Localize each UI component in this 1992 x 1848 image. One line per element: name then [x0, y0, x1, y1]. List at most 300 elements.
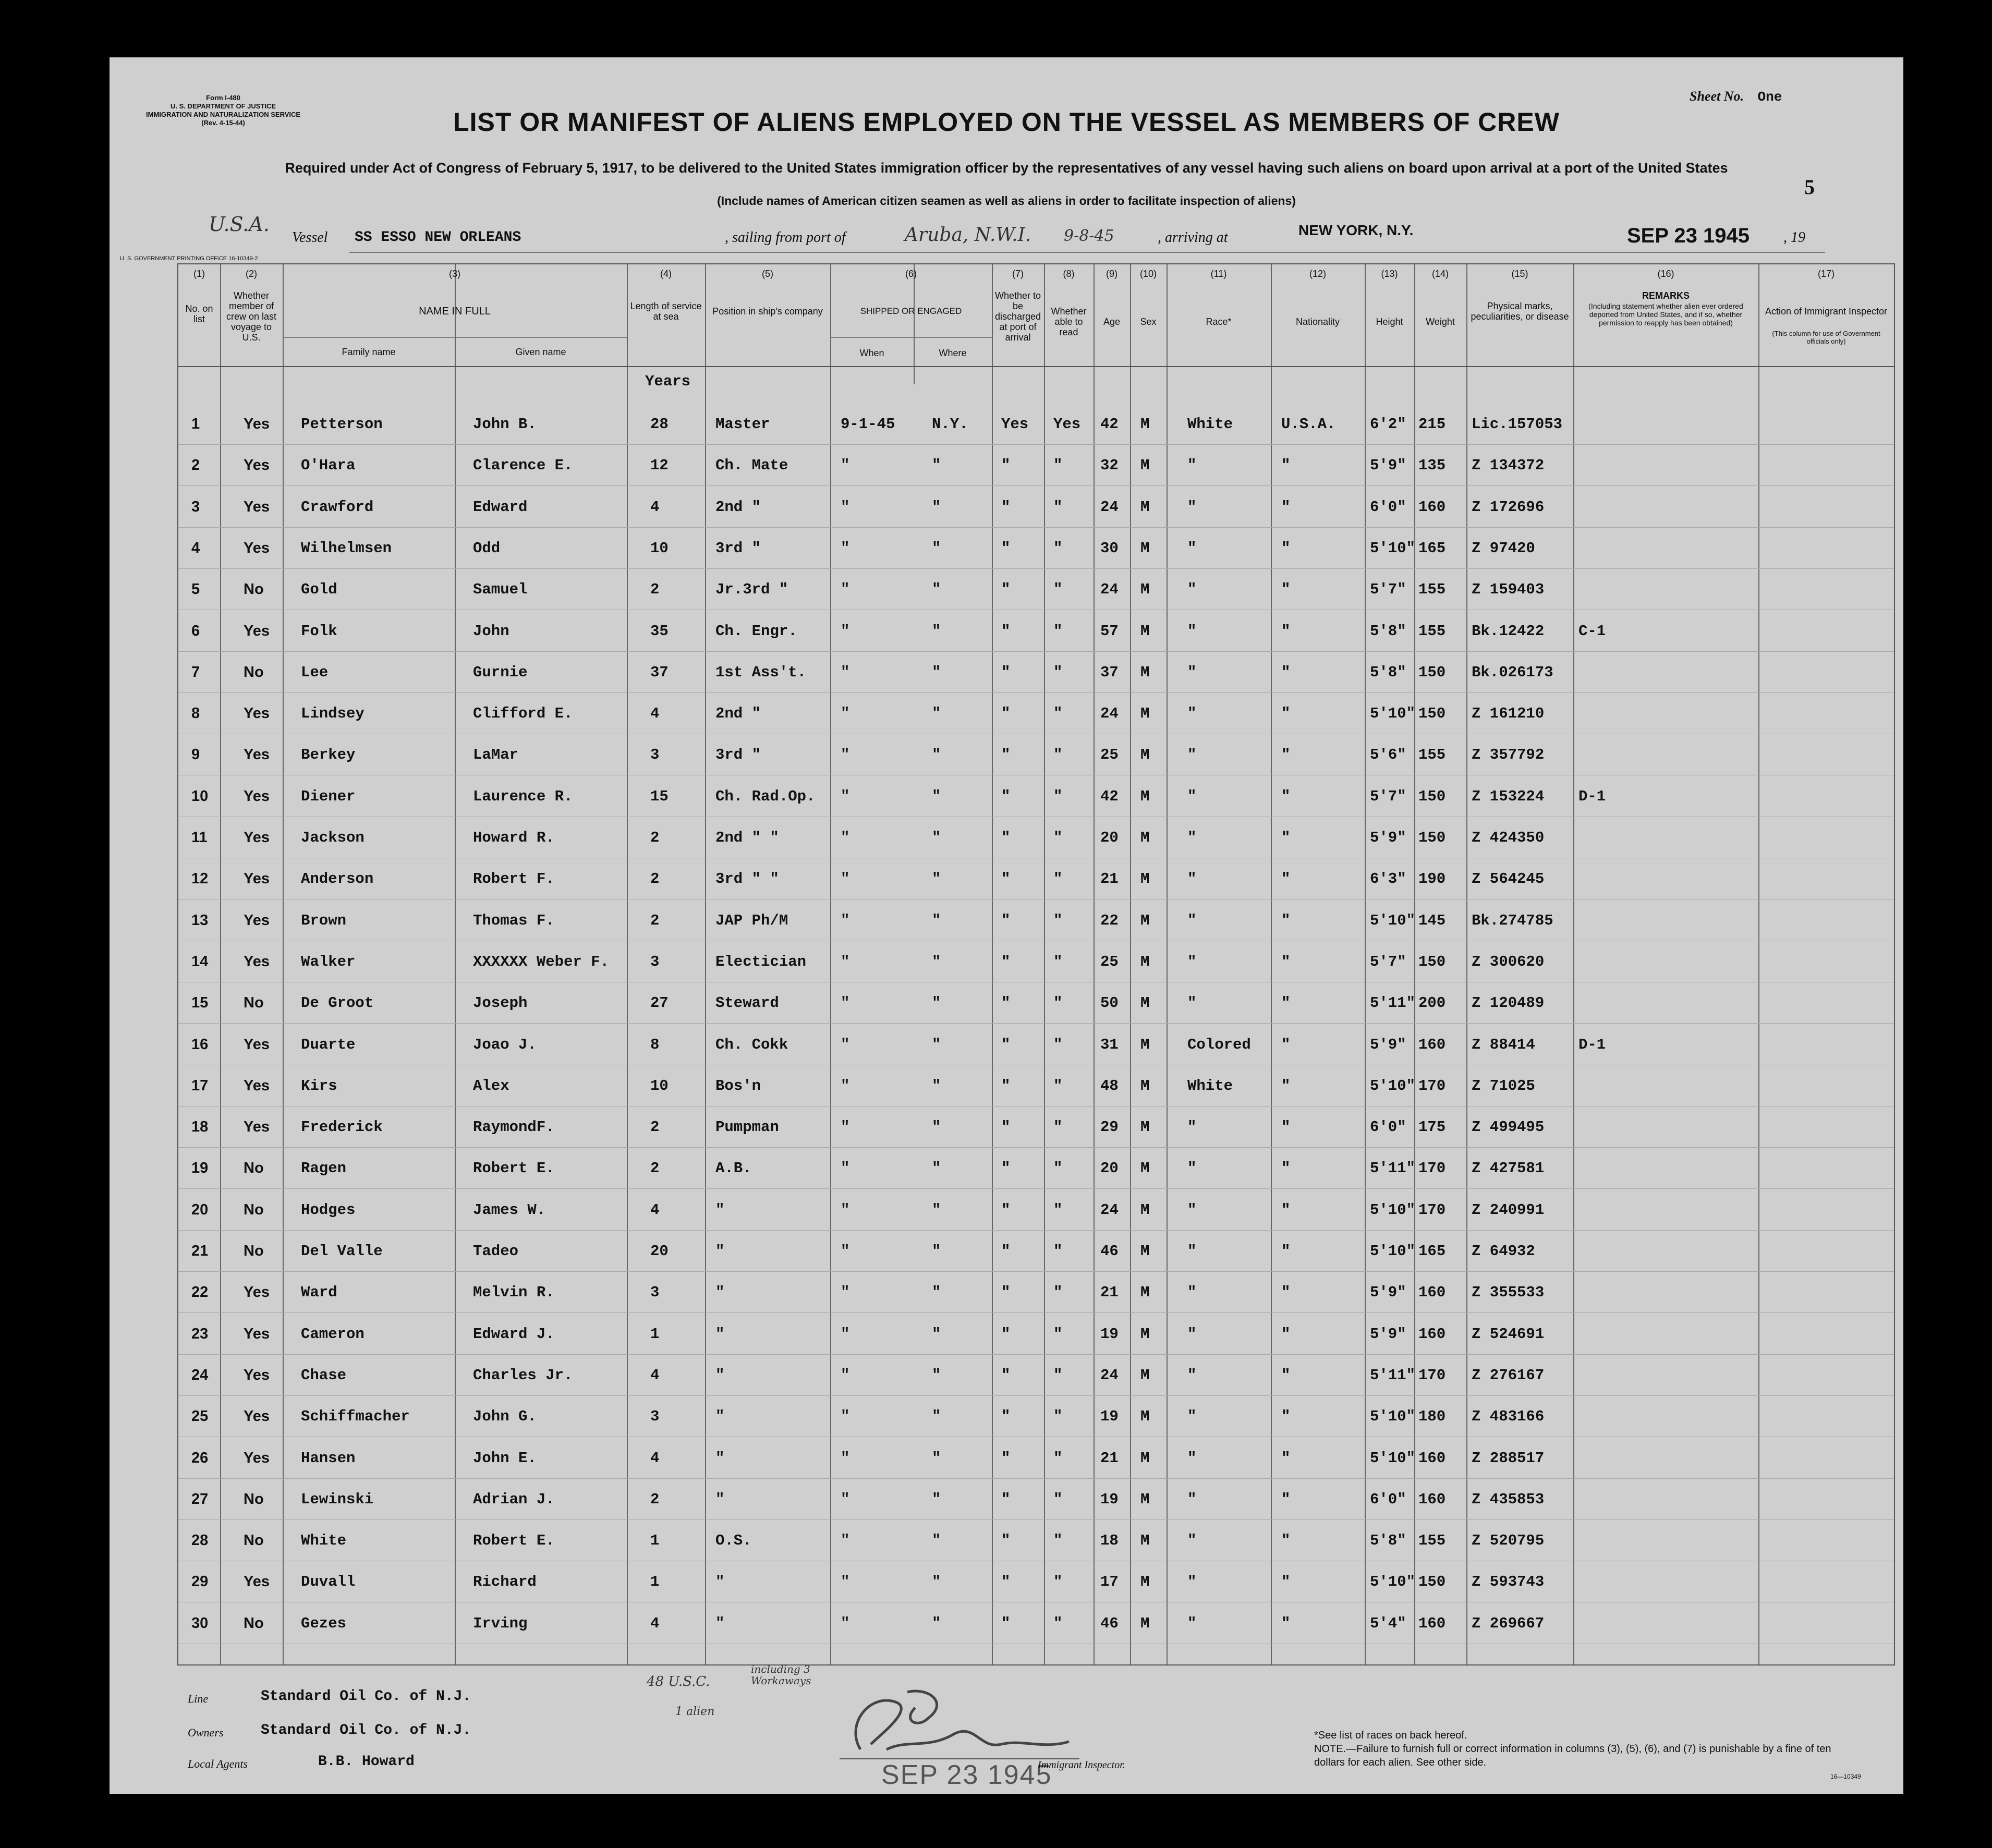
age-cell: 31: [1100, 1036, 1119, 1053]
position-cell: Steward: [715, 994, 779, 1012]
age-cell: 57: [1100, 622, 1119, 640]
race-cell: ": [1187, 1118, 1197, 1136]
position-cell: Ch. Engr.: [715, 622, 797, 640]
sex-cell: M: [1140, 787, 1150, 805]
height-cell: 5'10": [1370, 1201, 1416, 1219]
nationality-cell: ": [1281, 581, 1291, 599]
service-years-cell: 20: [650, 1243, 669, 1260]
weight-cell: 155: [1418, 746, 1446, 764]
given-name-cell: Thomas F.: [473, 911, 555, 929]
nationality-cell: ": [1281, 870, 1291, 888]
last-voyage-cell: Yes: [244, 829, 270, 846]
service-years-cell: 8: [650, 1036, 660, 1053]
service-years-cell: 27: [650, 994, 669, 1012]
nationality-cell: ": [1281, 1160, 1291, 1177]
height-cell: 5'6": [1370, 746, 1406, 764]
footnotes: [1314, 1729, 1846, 1769]
sex-cell: M: [1140, 457, 1150, 475]
race-cell: ": [1187, 1160, 1197, 1177]
row-number: 22: [191, 1284, 209, 1301]
given-name-cell: Joseph: [473, 994, 528, 1012]
age-cell: 46: [1100, 1243, 1119, 1260]
family-name-cell: Ward: [301, 1284, 337, 1302]
last-voyage-cell: Yes: [244, 1118, 270, 1136]
sex-cell: M: [1140, 663, 1150, 681]
given-name-cell: Robert F.: [473, 870, 555, 888]
physical-marks-cell: Z 427581: [1472, 1160, 1545, 1177]
nationality-cell: ": [1281, 829, 1291, 846]
last-voyage-cell: Yes: [244, 1036, 270, 1053]
race-cell: ": [1187, 994, 1197, 1012]
shipped-when-cell: ": [841, 1243, 850, 1260]
shipped-where-cell: ": [932, 539, 941, 557]
race-cell: ": [1187, 870, 1197, 888]
shipped-when-cell: ": [841, 1366, 850, 1384]
last-voyage-cell: Yes: [244, 746, 270, 763]
weight-cell: 150: [1418, 1573, 1446, 1591]
crew-manifest-table: [177, 263, 1895, 1665]
row-number: 21: [191, 1243, 209, 1259]
able-to-read-cell: ": [1053, 705, 1063, 723]
form-code: 16—10349: [1830, 1773, 1861, 1780]
given-name-cell: Laurence R.: [473, 787, 573, 805]
able-to-read-cell: ": [1053, 1284, 1063, 1302]
family-name-cell: Hodges: [301, 1201, 356, 1219]
position-cell: 2nd " ": [715, 829, 779, 846]
form-number: Form I-480: [206, 94, 240, 102]
col-num: (16): [1657, 269, 1674, 279]
row-number: 29: [191, 1573, 209, 1590]
handwritten-note: 1 alien: [675, 1705, 715, 1718]
position-cell: Jr.3rd ": [715, 581, 788, 599]
shipped-where-cell: ": [932, 746, 941, 764]
header-discharged: Whether to be discharged at port of arrival: [994, 290, 1041, 343]
discharged-cell: ": [1001, 457, 1011, 475]
height-cell: 6'2": [1370, 416, 1406, 433]
able-to-read-cell: ": [1053, 870, 1063, 888]
discharged-cell: ": [1001, 705, 1011, 723]
physical-marks-cell: Bk.12422: [1472, 622, 1545, 640]
shipped-when-cell: ": [841, 1284, 850, 1302]
given-name-cell: Adrian J.: [473, 1490, 555, 1508]
race-footnote: *See list of races on back hereof.: [1314, 1730, 1467, 1741]
nationality-cell: ": [1281, 1201, 1291, 1219]
shipped-when-cell: ": [841, 1325, 850, 1343]
nationality-cell: ": [1281, 911, 1291, 929]
position-cell: Pumpman: [715, 1118, 779, 1136]
given-name-cell: Charles Jr.: [473, 1366, 573, 1384]
header-physical-marks: Physical marks, peculiarities, or disease: [1471, 301, 1569, 322]
physical-marks-cell: Z 424350: [1472, 829, 1545, 846]
able-to-read-cell: ": [1053, 1614, 1063, 1632]
sex-cell: M: [1140, 1077, 1150, 1095]
discharged-cell: ": [1001, 1325, 1011, 1343]
service-years-cell: 15: [650, 787, 669, 805]
requirement-text: Required under Act of Congress of February 5, 1917, to be delivered to the United States immigration officer by the representatives of any vessel having such aliens on board upon arrival at a port of the United States: [285, 160, 1728, 176]
col-num: (14): [1431, 269, 1449, 279]
row-number: 12: [191, 870, 209, 887]
service-years-cell: 2: [650, 581, 660, 599]
shipped-when-cell: ": [841, 911, 850, 929]
shipped-where-cell: ": [932, 1201, 941, 1219]
physical-marks-cell: Z 97420: [1472, 539, 1535, 557]
shipped-when-cell: ": [841, 1160, 850, 1177]
position-cell: Ch. Rad.Op.: [715, 787, 816, 805]
service-years-cell: 2: [650, 829, 660, 846]
race-cell: ": [1187, 457, 1197, 475]
sex-cell: M: [1140, 705, 1150, 723]
last-voyage-cell: Yes: [244, 1408, 270, 1425]
discharged-cell: ": [1001, 829, 1011, 846]
age-cell: 17: [1100, 1573, 1119, 1591]
shipped-where-cell: ": [932, 457, 941, 475]
age-cell: 30: [1100, 539, 1119, 557]
family-name-cell: Chase: [301, 1366, 347, 1384]
shipped-when-cell: ": [841, 870, 850, 888]
nationality-cell: ": [1281, 1366, 1291, 1384]
service-years-cell: 10: [650, 539, 669, 557]
service-years-cell: 2: [650, 911, 660, 929]
page-title: LIST OR MANIFEST OF ALIENS EMPLOYED ON THE VESSEL AS MEMBERS OF CREW: [453, 107, 1560, 137]
weight-cell: 150: [1418, 787, 1446, 805]
given-name-cell: Melvin R.: [473, 1284, 555, 1302]
header-sex: Sex: [1140, 317, 1157, 327]
weight-cell: 165: [1418, 539, 1446, 557]
sex-cell: M: [1140, 1449, 1150, 1467]
vessel-name: SS ESSO NEW ORLEANS: [355, 229, 521, 246]
row-number: 28: [191, 1532, 209, 1549]
age-cell: 25: [1100, 746, 1119, 764]
race-cell: White: [1187, 416, 1233, 433]
last-voyage-cell: Yes: [244, 498, 270, 515]
position-cell: 3rd ": [715, 746, 761, 764]
given-name-cell: Samuel: [473, 581, 528, 599]
family-name-cell: Crawford: [301, 498, 374, 516]
height-cell: 5'11": [1370, 1160, 1416, 1177]
agents-value: B.B. Howard: [318, 1754, 415, 1770]
physical-marks-cell: Z 499495: [1472, 1118, 1545, 1136]
age-cell: 24: [1100, 498, 1119, 516]
discharged-cell: ": [1001, 1490, 1011, 1508]
row-number: 1: [191, 416, 200, 432]
height-cell: 5'10": [1370, 1243, 1416, 1260]
given-name-cell: Richard: [473, 1573, 537, 1591]
sex-cell: M: [1140, 1408, 1150, 1426]
age-cell: 48: [1100, 1077, 1119, 1095]
row-number: 23: [191, 1325, 209, 1342]
weight-cell: 160: [1418, 498, 1446, 516]
last-voyage-cell: Yes: [244, 1284, 270, 1301]
last-voyage-cell: Yes: [244, 1077, 270, 1094]
position-cell: Bos'n: [715, 1077, 761, 1095]
race-cell: ": [1187, 539, 1197, 557]
given-name-cell: Edward J.: [473, 1325, 555, 1343]
last-voyage-cell: Yes: [244, 953, 270, 970]
shipped-where-cell: ": [932, 1532, 941, 1550]
service-years-cell: 2: [650, 1490, 660, 1508]
physical-marks-cell: Z 71025: [1472, 1077, 1535, 1095]
header-remarks: REMARKS: [1642, 290, 1690, 301]
physical-marks-cell: Z 120489: [1472, 994, 1545, 1012]
last-voyage-cell: Yes: [244, 539, 270, 556]
discharged-cell: ": [1001, 1532, 1011, 1550]
age-cell: 24: [1100, 1201, 1119, 1219]
service-years-cell: 1: [650, 1532, 660, 1550]
nationality-cell: ": [1281, 539, 1291, 557]
physical-marks-cell: Z 172696: [1472, 498, 1545, 516]
age-cell: 24: [1100, 581, 1119, 599]
last-voyage-cell: No: [244, 1490, 264, 1507]
physical-marks-cell: Z 435853: [1472, 1490, 1545, 1508]
sex-cell: M: [1140, 994, 1150, 1012]
age-cell: 20: [1100, 829, 1119, 846]
col-num: (11): [1210, 269, 1227, 279]
position-cell: 2nd ": [715, 705, 761, 723]
service-years-cell: 35: [650, 622, 669, 640]
race-cell: ": [1187, 911, 1197, 929]
handwritten-note: including 3 Workaways: [751, 1663, 811, 1687]
weight-cell: 155: [1418, 1532, 1446, 1550]
row-number: 11: [191, 829, 208, 846]
physical-marks-cell: Z 64932: [1472, 1243, 1535, 1260]
given-name-cell: Tadeo: [473, 1243, 519, 1260]
given-name-cell: Alex: [473, 1077, 509, 1095]
weight-cell: 150: [1418, 829, 1446, 846]
weight-cell: 175: [1418, 1118, 1446, 1136]
nationality-cell: ": [1281, 1573, 1291, 1591]
position-cell: Master: [715, 416, 770, 433]
weight-cell: 160: [1418, 1449, 1446, 1467]
height-cell: 5'10": [1370, 911, 1416, 929]
able-to-read-cell: ": [1053, 1077, 1063, 1095]
vessel-underline: [349, 252, 1825, 253]
family-name-cell: Gezes: [301, 1614, 347, 1632]
shipped-when-cell: ": [841, 1449, 850, 1467]
year-suffix: , 19: [1783, 229, 1805, 246]
nationality-cell: ": [1281, 1243, 1291, 1260]
shipped-where-cell: ": [932, 1160, 941, 1177]
nationality-cell: ": [1281, 1036, 1291, 1053]
family-name-cell: Del Valle: [301, 1243, 383, 1260]
shipped-where-cell: ": [932, 1036, 941, 1053]
nationality-cell: ": [1281, 705, 1291, 723]
able-to-read-cell: ": [1053, 1449, 1063, 1467]
able-to-read-cell: ": [1053, 1366, 1063, 1384]
shipped-when-cell: ": [841, 1201, 850, 1219]
header-where: Where: [939, 348, 967, 358]
col-num: (9): [1106, 269, 1118, 279]
nationality-cell: ": [1281, 787, 1291, 805]
physical-marks-cell: Z 355533: [1472, 1284, 1545, 1302]
sex-cell: M: [1140, 1366, 1150, 1384]
col-num: (4): [660, 269, 672, 279]
age-cell: 19: [1100, 1408, 1119, 1426]
discharged-cell: ": [1001, 911, 1011, 929]
header-nationality: Nationality: [1295, 317, 1340, 327]
weight-cell: 160: [1418, 1036, 1446, 1053]
form-department: U. S. DEPARTMENT OF JUSTICE: [171, 102, 276, 110]
header-inspector-note: (This column for use of Government officials only): [1772, 330, 1880, 345]
weight-cell: 150: [1418, 953, 1446, 970]
given-name-cell: Robert E.: [473, 1532, 555, 1550]
arriving-label: , arriving at: [1158, 229, 1228, 246]
row-number: 5: [191, 581, 200, 598]
nationality-cell: ": [1281, 457, 1291, 475]
position-cell: ": [715, 1573, 725, 1591]
row-number: 6: [191, 622, 200, 639]
height-cell: 5'7": [1370, 581, 1406, 599]
sheet-number-label: Sheet No.: [1690, 89, 1744, 104]
height-cell: 5'9": [1370, 1036, 1406, 1053]
manifest-date: SEP 23 1945: [1627, 224, 1750, 247]
discharged-cell: ": [1001, 1408, 1011, 1426]
shipped-when-cell: ": [841, 457, 850, 475]
able-to-read-cell: ": [1053, 829, 1063, 846]
service-years-cell: 1: [650, 1325, 660, 1343]
given-name-cell: John: [473, 622, 509, 640]
last-voyage-cell: Yes: [244, 870, 270, 887]
sex-cell: M: [1140, 1284, 1150, 1302]
family-name-cell: Wilhelmsen: [301, 539, 392, 557]
shipped-where-cell: ": [932, 1490, 941, 1508]
age-cell: 42: [1100, 416, 1119, 433]
nationality-cell: ": [1281, 1118, 1291, 1136]
shipped-where-cell: ": [932, 498, 941, 516]
able-to-read-cell: ": [1053, 1573, 1063, 1591]
nationality-cell: ": [1281, 746, 1291, 764]
sex-cell: M: [1140, 953, 1150, 970]
service-years-cell: 3: [650, 746, 660, 764]
col-num: (17): [1817, 269, 1835, 279]
shipped-where-cell: ": [932, 663, 941, 681]
last-voyage-cell: No: [244, 1243, 264, 1259]
family-name-cell: Anderson: [301, 870, 374, 888]
height-cell: 5'10": [1370, 1449, 1416, 1467]
sex-cell: M: [1140, 1118, 1150, 1136]
header-given-name: Given name: [515, 347, 566, 357]
position-cell: 1st Ass't.: [715, 663, 807, 681]
height-cell: 5'11": [1370, 994, 1416, 1012]
race-cell: ": [1187, 705, 1197, 723]
shipped-when-cell: ": [841, 994, 850, 1012]
service-years-cell: 4: [650, 1449, 660, 1467]
able-to-read-cell: ": [1053, 663, 1063, 681]
race-cell: ": [1187, 1243, 1197, 1260]
family-name-cell: Ragen: [301, 1160, 347, 1177]
row-number: 13: [191, 911, 209, 929]
family-name-cell: Duarte: [301, 1036, 356, 1053]
able-to-read-cell: Yes: [1053, 416, 1081, 433]
height-cell: 5'11": [1370, 1366, 1416, 1384]
col-num: (1): [193, 269, 205, 279]
col-num: (15): [1511, 269, 1528, 279]
age-cell: 24: [1100, 1366, 1119, 1384]
shipped-where-cell: ": [932, 1614, 941, 1632]
weight-cell: 170: [1418, 1160, 1446, 1177]
race-cell: ": [1187, 1573, 1197, 1591]
able-to-read-cell: ": [1053, 622, 1063, 640]
header-inspector-action: Action of Immigrant Inspector: [1765, 306, 1888, 317]
shipped-when-cell: ": [841, 1490, 850, 1508]
physical-marks-cell: Z 269667: [1472, 1614, 1545, 1632]
shipped-where-cell: ": [932, 1118, 941, 1136]
able-to-read-cell: ": [1053, 1532, 1063, 1550]
discharged-cell: ": [1001, 1573, 1011, 1591]
header-race: Race*: [1206, 317, 1232, 327]
family-name-cell: White: [301, 1532, 347, 1550]
position-cell: 3rd ": [715, 539, 761, 557]
header-last-voyage: Whether member of crew on last voyage to U.S.: [226, 290, 277, 343]
family-name-cell: Cameron: [301, 1325, 365, 1343]
owners-value: Standard Oil Co. of N.J.: [261, 1722, 471, 1738]
row-number: 3: [191, 498, 200, 515]
side-number: 5: [1804, 175, 1815, 199]
last-voyage-cell: Yes: [244, 622, 270, 639]
race-cell: ": [1187, 622, 1197, 640]
sex-cell: M: [1140, 1160, 1150, 1177]
agents-label: Local Agents: [188, 1757, 248, 1770]
header-family-name: Family name: [342, 347, 396, 357]
race-cell: ": [1187, 746, 1197, 764]
position-cell: ": [715, 1284, 725, 1302]
line-value: Standard Oil Co. of N.J.: [261, 1688, 471, 1705]
sex-cell: M: [1140, 746, 1150, 764]
given-name-cell: John E.: [473, 1449, 537, 1467]
last-voyage-cell: Yes: [244, 1325, 270, 1342]
discharged-cell: ": [1001, 1614, 1011, 1632]
height-cell: 5'10": [1370, 705, 1416, 723]
weight-cell: 155: [1418, 622, 1446, 640]
weight-cell: 145: [1418, 911, 1446, 929]
weight-cell: 170: [1418, 1077, 1446, 1095]
able-to-read-cell: ": [1053, 581, 1063, 599]
service-years-cell: 12: [650, 457, 669, 475]
able-to-read-cell: ": [1053, 787, 1063, 805]
nationality-cell: ": [1281, 1532, 1291, 1550]
height-cell: 5'9": [1370, 1284, 1406, 1302]
header-position: Position in ship's company: [712, 306, 823, 317]
header-height: Height: [1376, 317, 1403, 327]
family-name-cell: Folk: [301, 622, 337, 640]
last-voyage-cell: Yes: [244, 416, 270, 432]
service-years-cell: 4: [650, 1201, 660, 1219]
service-years-cell: 4: [650, 1614, 660, 1632]
printing-office: U. S. GOVERNMENT PRINTING OFFICE 16-10349-2: [120, 256, 258, 262]
col-num: (6): [905, 269, 917, 279]
shipped-when-cell: ": [841, 1573, 850, 1591]
service-years-cell: 4: [650, 705, 660, 723]
arriving-port: NEW YORK, N.Y.: [1298, 222, 1414, 238]
weight-cell: 170: [1418, 1201, 1446, 1219]
position-cell: ": [715, 1243, 725, 1260]
shipped-when-cell: ": [841, 1077, 850, 1095]
able-to-read-cell: ": [1053, 746, 1063, 764]
position-cell: Electician: [715, 953, 807, 970]
row-number: 15: [191, 994, 209, 1012]
race-cell: ": [1187, 1614, 1197, 1632]
race-cell: Colored: [1187, 1036, 1251, 1053]
position-cell: ": [715, 1449, 725, 1467]
shipped-where-cell: ": [932, 1243, 941, 1260]
sailing-date: 9-8-45: [1064, 227, 1114, 245]
position-cell: ": [715, 1325, 725, 1343]
physical-marks-cell: Z 564245: [1472, 870, 1545, 888]
age-cell: 32: [1100, 457, 1119, 475]
owners-label: Owners: [188, 1726, 224, 1739]
able-to-read-cell: ": [1053, 1490, 1063, 1508]
family-name-cell: Gold: [301, 581, 337, 599]
height-cell: 5'10": [1370, 1408, 1416, 1426]
